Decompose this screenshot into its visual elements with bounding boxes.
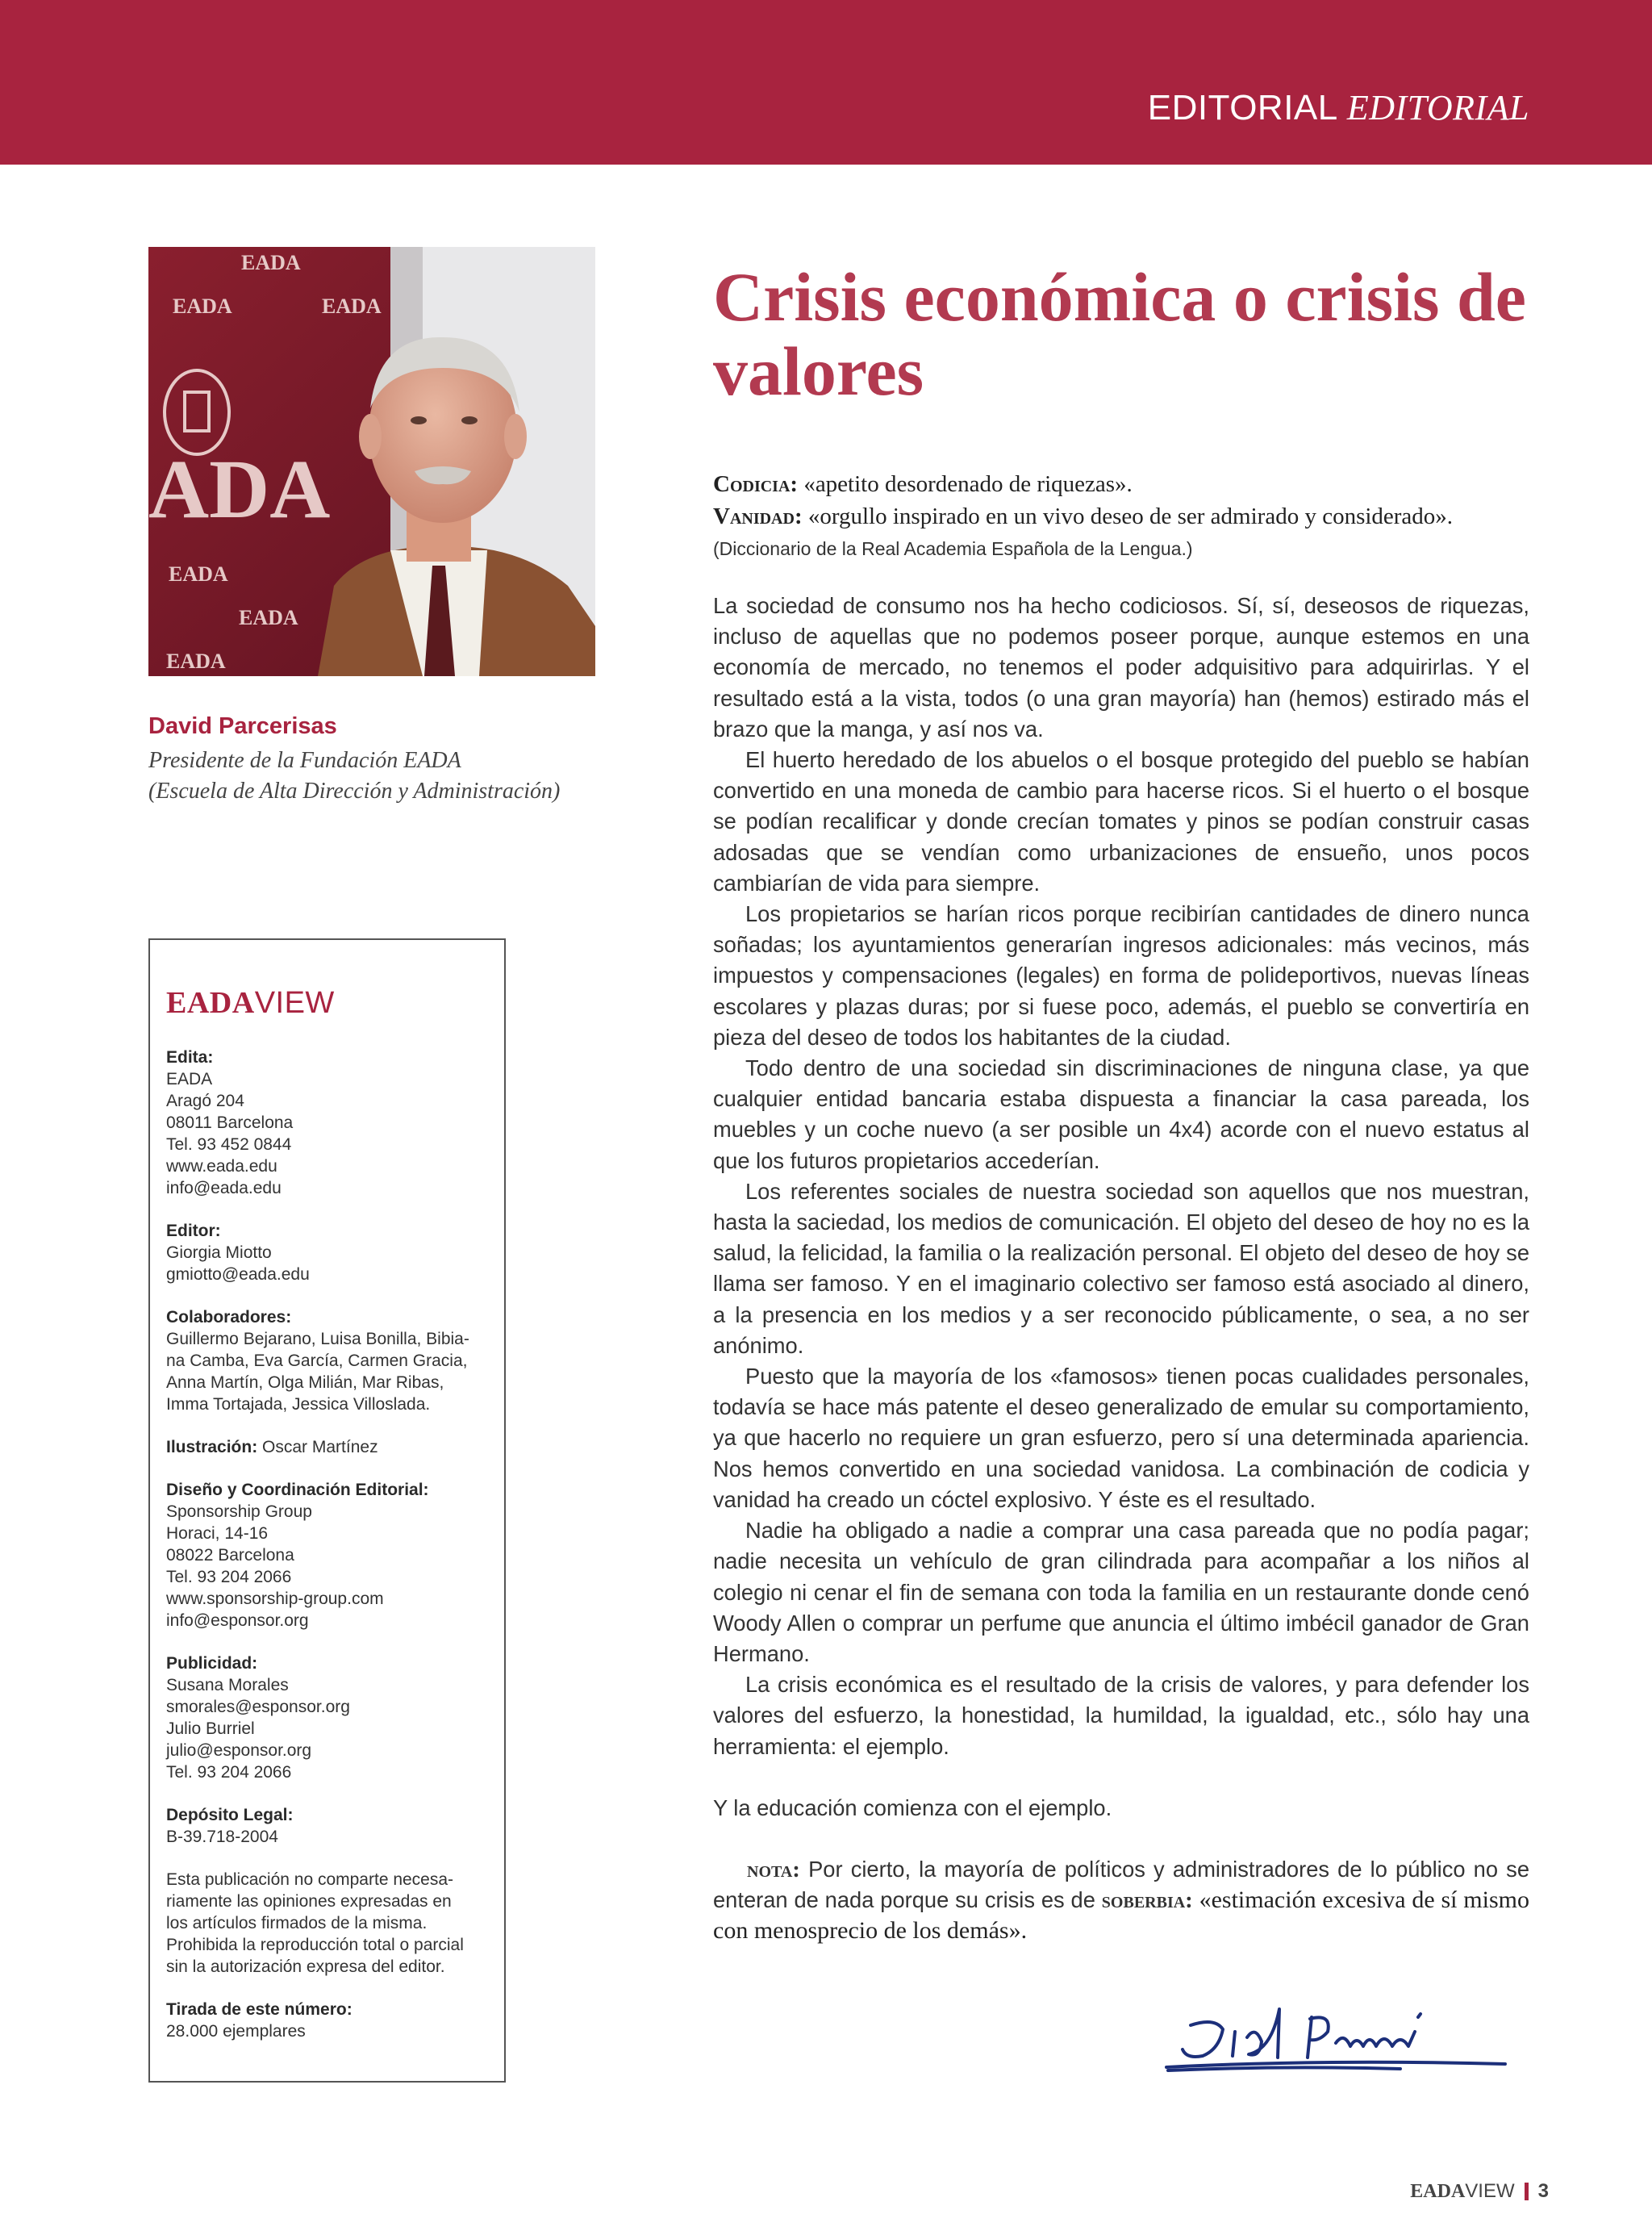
banner-text: EADA bbox=[166, 650, 226, 673]
header-bar bbox=[0, 0, 1652, 165]
credits-line: julio@esponsor.org bbox=[166, 1741, 312, 1760]
credits-brand-logo bbox=[166, 985, 486, 1021]
credits-line: Tel. 93 452 0844 bbox=[166, 1135, 292, 1154]
credits-line: riamente las opiniones expresadas en bbox=[166, 1892, 452, 1911]
credits-group-contributors bbox=[166, 1306, 486, 1415]
author-name: David Parcerisas bbox=[148, 713, 337, 739]
article-note bbox=[713, 1854, 1529, 1947]
note-definition: «estimación excesiva de sí mismo con menosprecio de los demás». bbox=[713, 1886, 1529, 1945]
credits-group-print-run bbox=[166, 1999, 486, 2042]
article-paragraph: La crisis económica es el resultado de la crisis de valores, y para defender los valores del esfuerzo, la honestidad, la humildad, la igualdad, etc., sólo hay una herramienta: el ejemplo. bbox=[713, 1672, 1529, 1759]
credits-line: 08022 Barcelona bbox=[166, 1546, 294, 1565]
credits-line: Tel. 93 204 2066 bbox=[166, 1568, 292, 1586]
banner-text: EADA bbox=[173, 295, 232, 318]
note-term-soberbia: soberbia: bbox=[1101, 1887, 1193, 1914]
article-definitions bbox=[713, 468, 1528, 565]
banner-text: EADA bbox=[169, 562, 228, 586]
author-photo-graphic bbox=[148, 247, 595, 676]
article-paragraph: Nadie ha obligado a nadie a comprar una casa pareada que no podía pagar; nadie necesita un vehículo de gran cilindrada para acompañar a los niños al colegio ni cenar el fin de semana con toda la familia en un restaurante donde cenó Woody Allen o comprar un perfume que anuncia el último imbécil ganador de Gran Hermano. bbox=[713, 1518, 1529, 1666]
credits-line: Giorgia Miotto bbox=[166, 1243, 272, 1262]
credits-line: www.sponsorship-group.com bbox=[166, 1590, 384, 1608]
credits-line: Guillermo Bejarano, Luisa Bonilla, Bibia- bbox=[166, 1330, 469, 1348]
article-paragraph: La sociedad de consumo nos ha hecho codiciosos. Sí, sí, deseosos de riquezas, incluso de aquellas que no podemos poseer porque, aunque estemos en una economía de mercado, no tenemos el poder adquisitivo para adquirirlas. Y el resultado está a la vista, todos (o una gran mayoría) han (hemos) estirado más el brazo que la manga, y así nos va. bbox=[713, 593, 1529, 742]
footer-brand-bold: EADA bbox=[1410, 2181, 1466, 2202]
credits-line: Julio Burriel bbox=[166, 1719, 255, 1738]
credits-label: Editor: bbox=[166, 1222, 221, 1240]
note-term: nota: bbox=[747, 1856, 800, 1882]
credits-label: Diseño y Coordinación Editorial: bbox=[166, 1481, 429, 1499]
definition-source: (Diccionario de la Real Academia Española de la Lengua.) bbox=[713, 538, 1193, 559]
credits-line: Esta publicación no comparte necesa- bbox=[166, 1870, 454, 1889]
page-footer bbox=[1410, 2180, 1549, 2203]
banner-text: EADA bbox=[239, 606, 298, 629]
banner-text: EADA bbox=[322, 295, 382, 318]
article-paragraph: Todo dentro de una sociedad sin discriminaciones de ninguna clase, ya que cualquier entidad bancaria estaba dispuesta a financiar la casa pareada, los muebles y un coche nuevo (a ser posible un 4x4) acorde con el nuevo estatus al que los futuros propietarios accederían. bbox=[713, 1055, 1529, 1173]
credits-line: Aragó 204 bbox=[166, 1092, 244, 1110]
credits-inline: Oscar Martínez bbox=[262, 1438, 378, 1456]
credits-label: Edita: bbox=[166, 1048, 214, 1067]
section-label bbox=[1148, 87, 1529, 128]
definition-vanidad bbox=[713, 500, 1528, 533]
credits-line: Anna Martín, Olga Milián, Mar Ribas, bbox=[166, 1373, 444, 1392]
credits-group-advertising bbox=[166, 1652, 486, 1783]
credits-line: B-39.718-2004 bbox=[166, 1828, 278, 1846]
footer-divider bbox=[1525, 2183, 1529, 2200]
banner-text: EADA bbox=[241, 251, 301, 274]
author-photo bbox=[148, 247, 595, 676]
credits-line: smorales@esponsor.org bbox=[166, 1698, 350, 1716]
credits-line: info@esponsor.org bbox=[166, 1611, 309, 1630]
section-label-plain: EDITORIAL bbox=[1147, 88, 1337, 127]
credits-line: 28.000 ejemplares bbox=[166, 2022, 306, 2041]
credits-line: los artículos firmados de la misma. bbox=[166, 1914, 428, 1932]
note-text: Por cierto, la mayoría de políticos y administradores de lo público no se enteran de nada porque su crisis es de bbox=[713, 1856, 1529, 1913]
credits-group-legal-deposit bbox=[166, 1804, 486, 1848]
credits-group-editor bbox=[166, 1220, 486, 1285]
credits-group-publisher bbox=[166, 1047, 486, 1199]
credits-line: Prohibida la reproducción total o parcial bbox=[166, 1936, 464, 1954]
brand-light: VIEW bbox=[254, 986, 335, 1020]
credits-line: Sponsorship Group bbox=[166, 1502, 312, 1521]
credits-line: na Camba, Eva García, Carmen Gracia, bbox=[166, 1352, 468, 1370]
credits-line: sin la autorización expresa del editor. bbox=[166, 1957, 445, 1976]
credits-line: Susana Morales bbox=[166, 1676, 289, 1694]
credits-line: 08011 Barcelona bbox=[166, 1113, 294, 1132]
credits-line: Horaci, 14-16 bbox=[166, 1524, 269, 1543]
article-body bbox=[713, 591, 1529, 1947]
credits-line: Imma Tortajada, Jessica Villoslada. bbox=[166, 1395, 431, 1414]
article-paragraph: Puesto que la mayoría de los «famosos» tienen pocas cualidades personales, todavía se hace más patente el deseo generalizado de emular su comportamiento, ya que hacerlo no requiere un gran esfuerzo, pero sí una determinada apariencia. Nos hemos convertido en una sociedad vanidosa. La combinación de codicia y vanidad ha creado un cóctel explosivo. Y éste es el resultado. bbox=[713, 1364, 1529, 1512]
article-paragraph: Los propietarios se harían ricos porque recibirían cantidades de dinero nunca soñadas; los ayuntamientos generarían ingresos adicionales: más vecinos, más impuestos y compensaciones (legales) en forma de polideportivos, nuevas líneas escolares y plazas duras; por si fuese poco, además, el pueblo se convertiría en pieza del deseo de todos los habitantes de la ciudad. bbox=[713, 901, 1529, 1050]
credits-label: Tirada de este número: bbox=[166, 2000, 353, 2019]
definition-codicia bbox=[713, 468, 1528, 500]
credits-group-illustration bbox=[166, 1436, 486, 1458]
credits-label: Publicidad: bbox=[166, 1654, 258, 1673]
page-number: 3 bbox=[1537, 2180, 1549, 2202]
definition-text: «apetito desordenado de riquezas». bbox=[798, 471, 1133, 497]
credits-box bbox=[148, 938, 506, 2083]
credits-label: Ilustración: bbox=[166, 1438, 258, 1456]
credits-line: gmiotto@eada.edu bbox=[166, 1265, 310, 1284]
credits-label: Depósito Legal: bbox=[166, 1806, 294, 1824]
definition-text: «orgullo inspirado en un vivo deseo de ser admirado y considerado». bbox=[802, 503, 1454, 529]
definition-term: Vanidad: bbox=[713, 503, 803, 529]
banner-text: ADA bbox=[148, 443, 331, 536]
article-title: Crisis económica o crisis de valores bbox=[713, 258, 1526, 410]
author-signature bbox=[1158, 1993, 1513, 2082]
section-label-italic: EDITORIAL bbox=[1346, 88, 1529, 127]
credits-group-design bbox=[166, 1479, 486, 1631]
author-role: Presidente de la Fundación EADA bbox=[148, 748, 461, 773]
footer-brand bbox=[1410, 2180, 1514, 2203]
definition-term: Codicia: bbox=[713, 471, 799, 497]
credits-label: Colaboradores: bbox=[166, 1308, 292, 1326]
brand-bold: EADA bbox=[166, 986, 255, 1020]
article-paragraph: Los referentes sociales de nuestra sociedad son aquellos que nos muestran, hasta la saciedad, los medios de comunicación. El objeto del deseo de hoy no es la salud, la felicidad, la familia o la realización personal. El objeto del deseo de hoy se llama ser famoso. Y en el imaginario colectivo ser famoso está asociado al dinero, a la presencia en los medios y a ser reconocido públicamente, o sea, a no ser anónimo. bbox=[713, 1178, 1529, 1358]
credits-line: Tel. 93 204 2066 bbox=[166, 1763, 292, 1782]
signature-graphic bbox=[1158, 1993, 1513, 2082]
credits-line: EADA bbox=[166, 1070, 213, 1088]
credits-line: info@eada.edu bbox=[166, 1179, 282, 1197]
credits-group-disclaimer bbox=[166, 1869, 486, 1978]
author-affiliation: (Escuela de Alta Dirección y Administración) bbox=[148, 779, 561, 804]
footer-brand-light: VIEW bbox=[1465, 2180, 1515, 2202]
article-closing: Y la educación comienza con el ejemplo. bbox=[713, 1794, 1112, 1820]
credits-line: www.eada.edu bbox=[166, 1157, 277, 1176]
article-paragraph: El huerto heredado de los abuelos o el bosque protegido del pueblo se habían convertido en una moneda de cambio para hacerse ricos. Si el huerto o el bosque se podían recalificar y donde crecían tomates y pinos se podían construir casas adosadas que se vendían como urbanizaciones de ensueño, unos pocos cambiarían de vida para siempre. bbox=[713, 747, 1529, 896]
